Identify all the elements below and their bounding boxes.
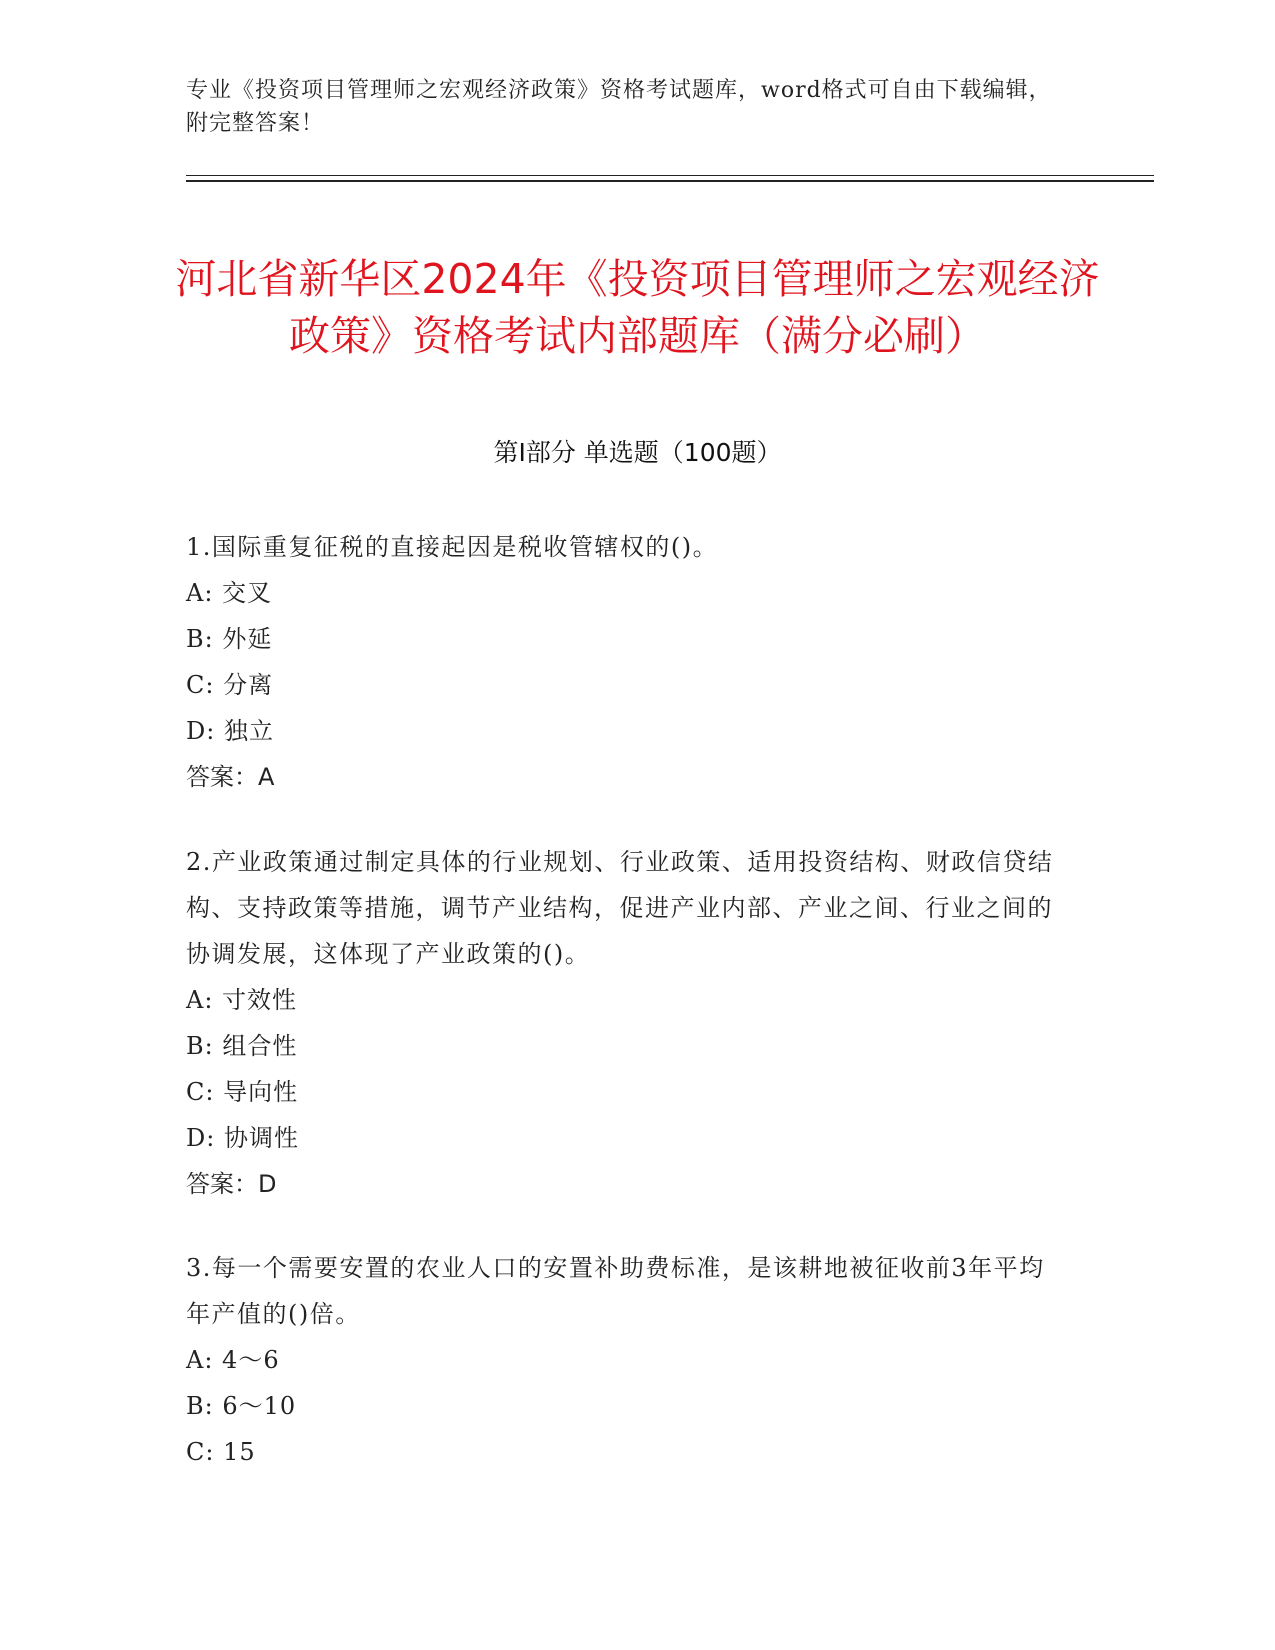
header-note: 专业《投资项目管理师之宏观经济政策》资格考试题库，word格式可自由下载编辑，附完整答案！ [186, 78, 1052, 136]
option-b: B: 外延 [186, 625, 273, 653]
option-a: A: 寸效性 [186, 986, 298, 1014]
option-c: C: 导向性 [186, 1078, 299, 1106]
question-stem: 3.每一个需要安置的农业人口的安置补助费标准，是该耕地被征收前3年平均年产值的()倍。 [186, 1254, 1045, 1328]
question-stem: 1.国际重复征税的直接起因是税收管辖权的()。 [186, 533, 719, 561]
option-b: B: 组合性 [186, 1032, 298, 1060]
question-stem: 2.产业政策通过制定具体的行业规划、行业政策、适用投资结构、财政信贷结构、支持政策等措施，调节产业结构，促进产业内部、产业之间、行业之间的协调发展，这体现了产业政策的()。 [186, 848, 1054, 968]
option-a: A: 交叉 [186, 579, 273, 607]
option-c: C: 分离 [186, 671, 274, 699]
question-1 [186, 524, 1066, 800]
header-divider-thick [186, 180, 1154, 182]
option-c: C: 15 [186, 1438, 256, 1466]
document-title: 河北省新华区2024年《投资项目管理师之宏观经济政策》资格考试内部题库（满分必刷） [175, 255, 1100, 361]
option-a: A: 4～6 [186, 1346, 280, 1374]
section-heading: 第I部分 单选题（100题） [493, 438, 782, 467]
question-3 [186, 1245, 1066, 1475]
answer: 答案：A [186, 763, 275, 791]
question-2 [186, 839, 1066, 1207]
header-divider-thin [186, 175, 1154, 176]
option-d: D: 独立 [186, 717, 274, 745]
answer: 答案：D [186, 1170, 277, 1198]
option-b: B: 6～10 [186, 1392, 297, 1420]
option-d: D: 协调性 [186, 1124, 299, 1152]
